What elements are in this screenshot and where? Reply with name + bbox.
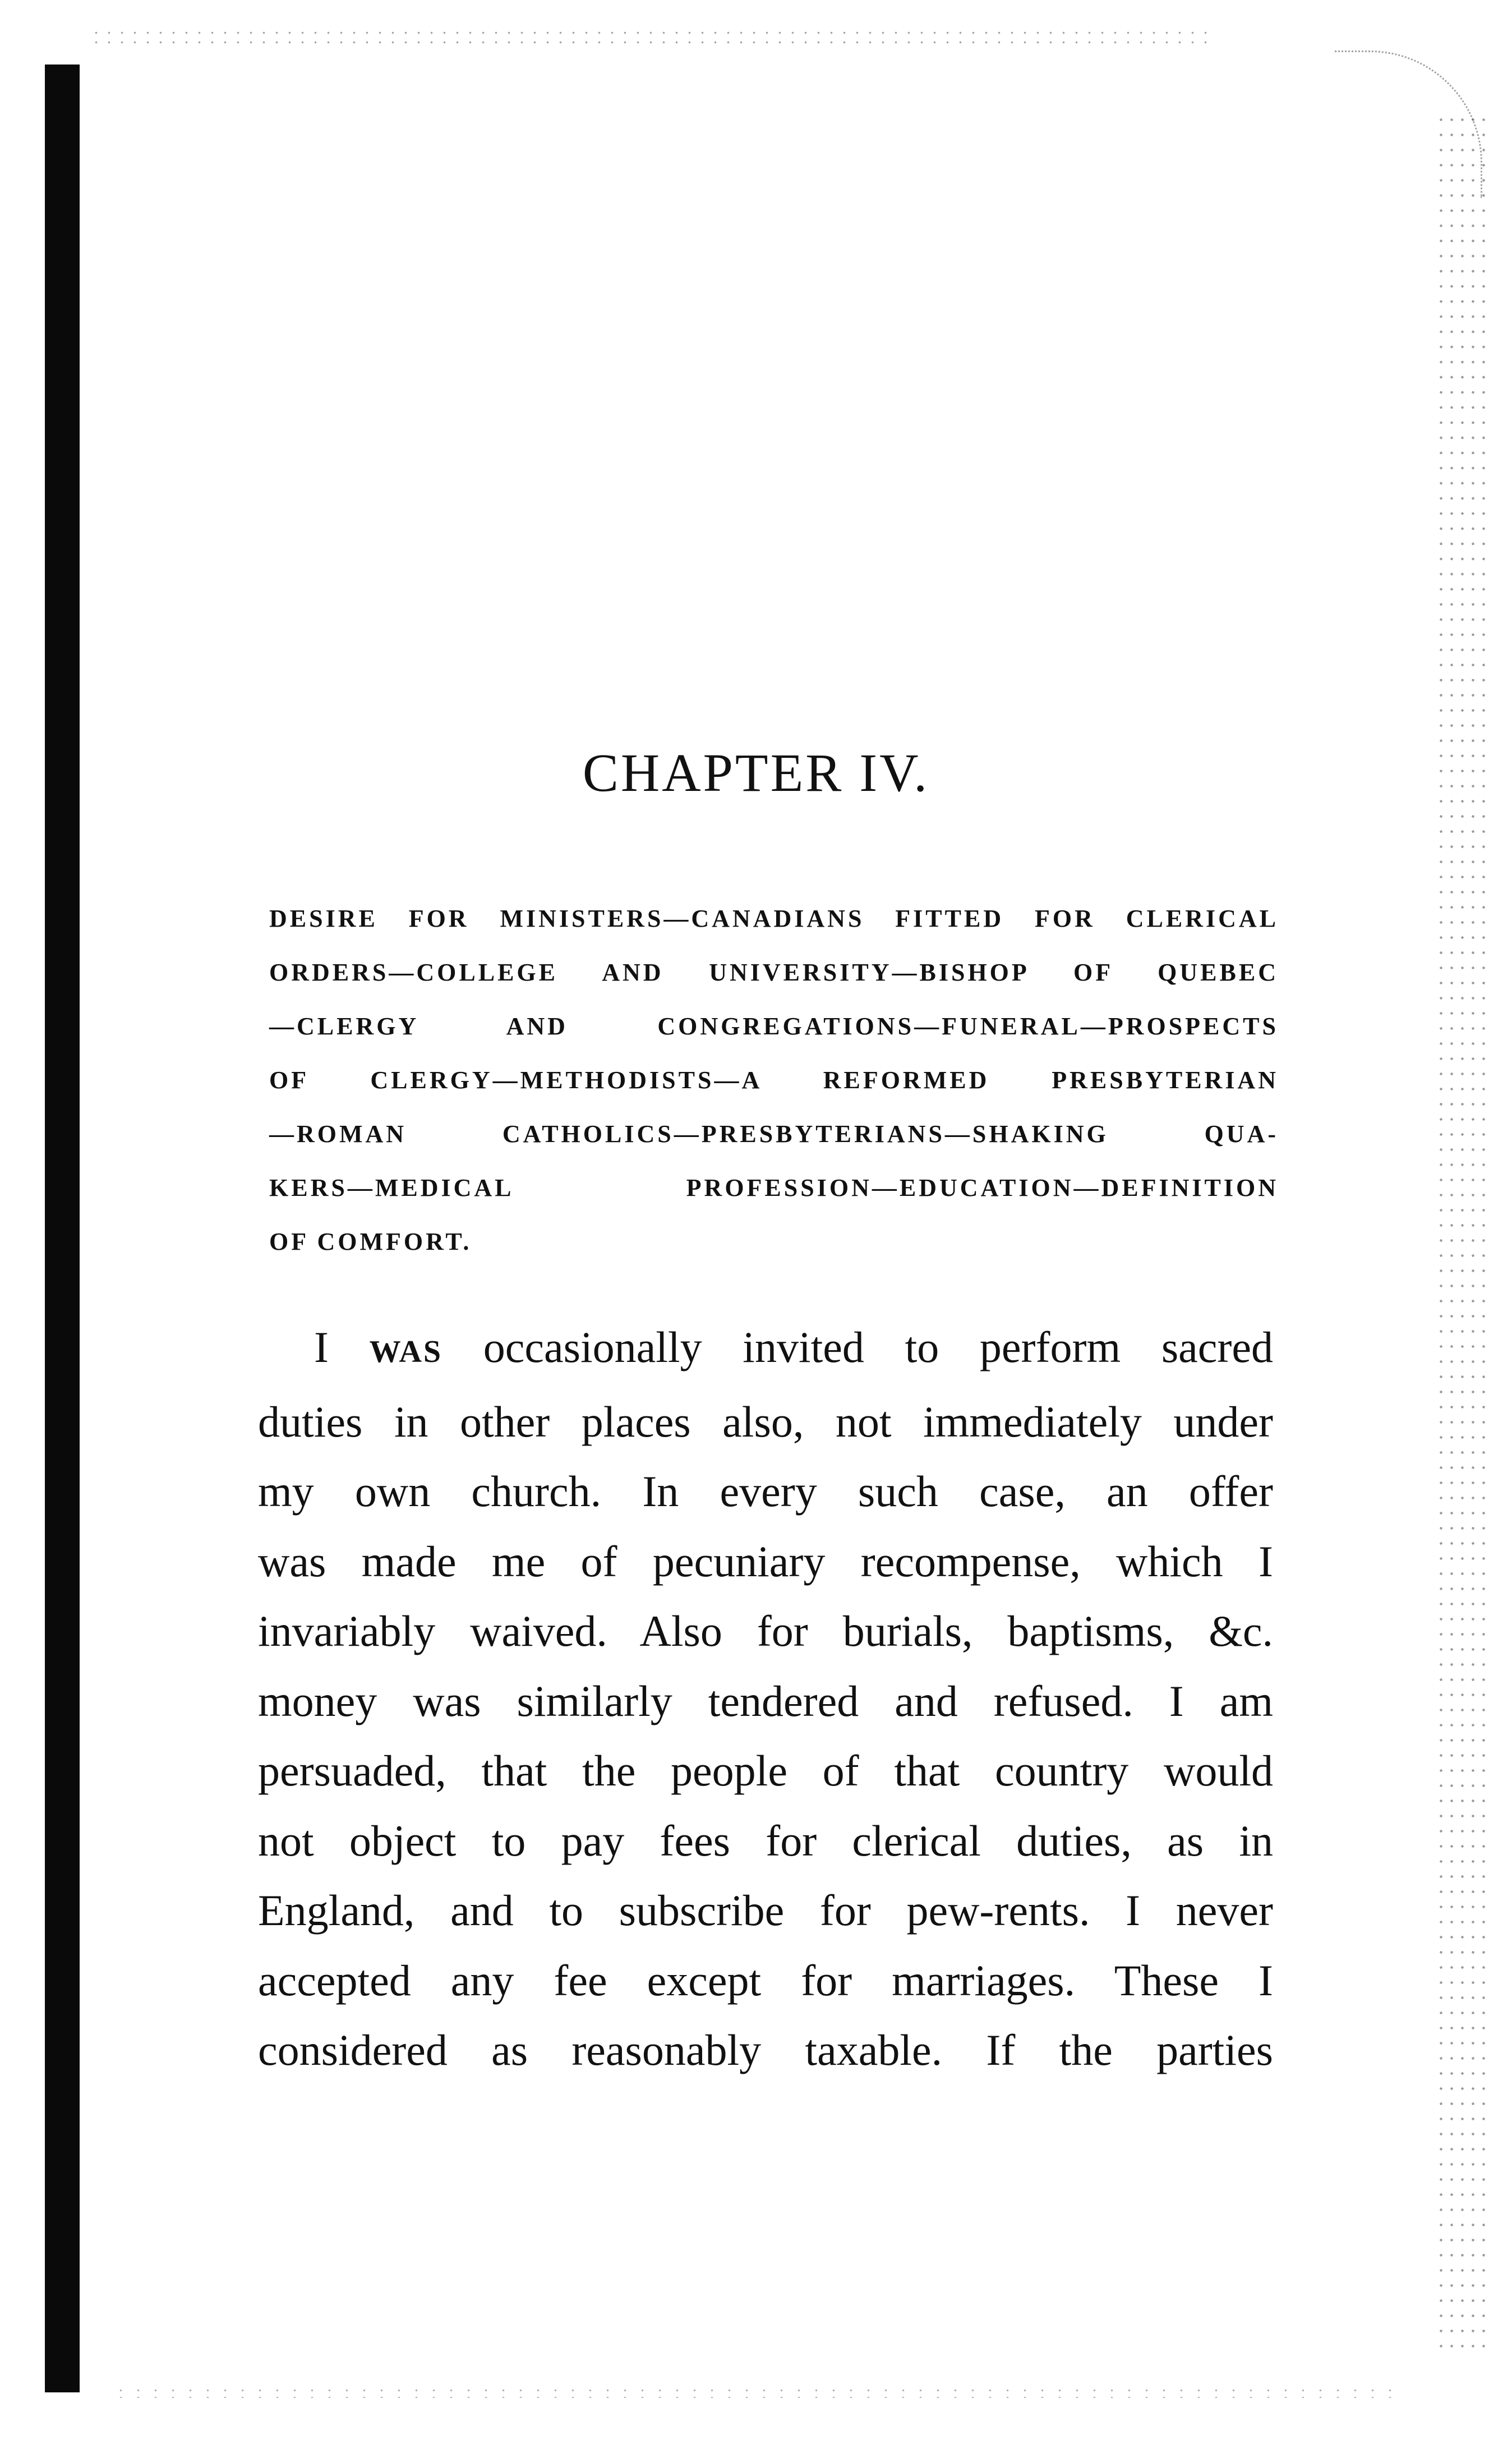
first-word: I xyxy=(314,1323,329,1371)
binding-spine xyxy=(45,65,80,2392)
summary-line: OF CLERGY—METHODISTS—A REFORMED PRESBYTERIAN xyxy=(269,1066,1279,1094)
first-line-rest: occasionally invited to perform sacred xyxy=(483,1323,1274,1371)
body-line: persuaded, that the people of that country would xyxy=(258,1746,1273,1795)
body-line: England, and to subscribe for pew-rents. I never xyxy=(258,1886,1273,1935)
page-bottom-edge xyxy=(112,2387,1402,2398)
first-smallcaps: WAS xyxy=(369,1334,443,1369)
summary-line: DESIRE FOR MINISTERS—CANADIANS FITTED FOR CLERICAL xyxy=(269,905,1279,932)
summary-line: —CLERGY AND CONGREGATIONS—FUNERAL—PROSPECTS xyxy=(269,1012,1279,1040)
body-line: considered as reasonably taxable. If the parties xyxy=(258,2026,1273,2074)
chapter-summary xyxy=(269,892,1279,1269)
body-line: was made me of pecuniary recompense, which I xyxy=(258,1536,1273,1586)
summary-line: KERS—MEDICAL PROFESSION—EDUCATION—DEFINITION xyxy=(269,1174,1279,1202)
summary-line: —ROMAN CATHOLICS—PRESBYTERIANS—SHAKING QUA- xyxy=(269,1120,1279,1148)
body-line: duties in other places also, not immediately under xyxy=(258,1397,1273,1446)
summary-line: OF COMFORT. xyxy=(269,1228,472,1255)
body-line xyxy=(258,1313,1273,1387)
body-line: my own church. In every such case, an offer xyxy=(258,1467,1273,1516)
body-line: invariably waived. Also for burials, baptisms, &c. xyxy=(258,1607,1273,1655)
page-top-edge xyxy=(90,28,1211,45)
body-line: money was similarly tendered and refused. I am xyxy=(258,1676,1273,1725)
body-line: accepted any fee except for marriages. These I xyxy=(258,1955,1273,2005)
body-line: not object to pay fees for clerical duties, as in xyxy=(258,1816,1273,1865)
page-right-edge xyxy=(1436,112,1492,2356)
body-paragraph xyxy=(258,1313,1273,2086)
chapter-title: CHAPTER IV. xyxy=(582,743,930,803)
summary-line: ORDERS—COLLEGE AND UNIVERSITY—BISHOP OF QUEBEC xyxy=(269,959,1279,986)
